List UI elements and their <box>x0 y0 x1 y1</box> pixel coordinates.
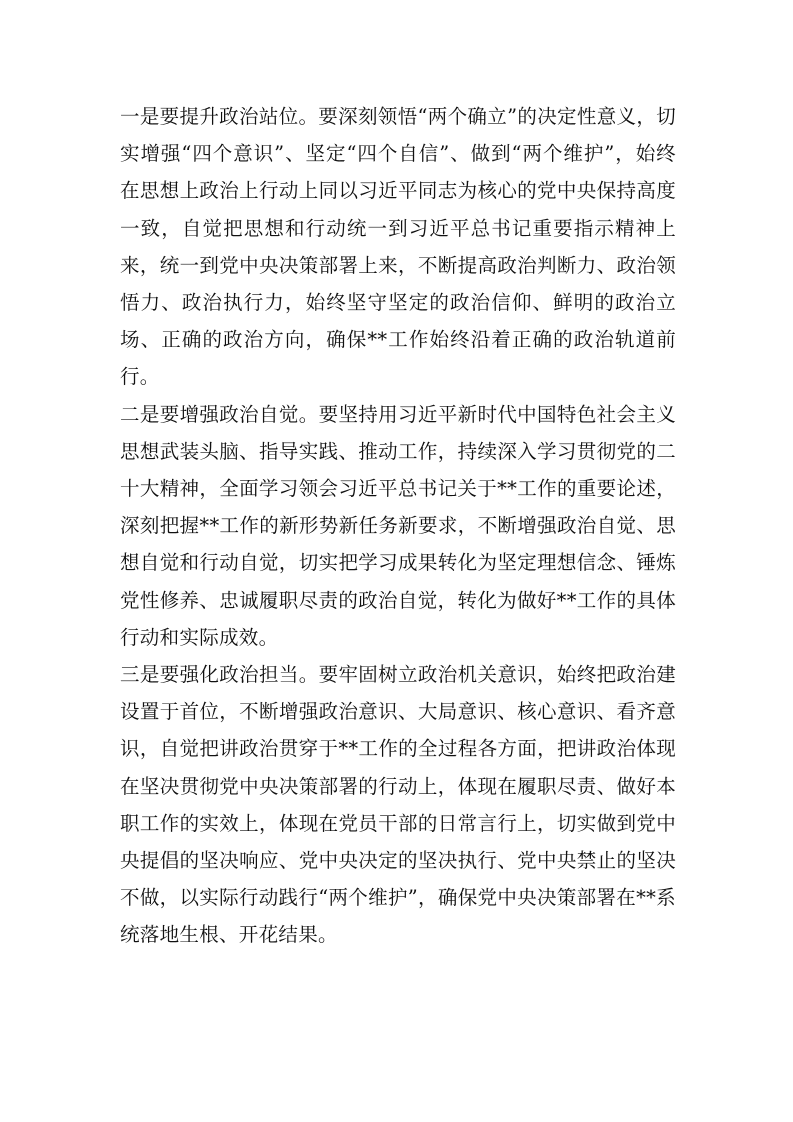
paragraph-political-responsibility: 三是要强化政治担当。要牢固树立政治机关意识，始终把政治建设置于首位，不断增强政治意识、大局意识、核心意识、看齐意识，自觉把讲政治贯穿于**工作的全过程各方面，把讲政治体现在坚决贯彻党中央决策部署的行动上，体现在履职尽责、做好本职工作的实效上，体现在党员干部的日常言行上，切实做到党中央提倡的坚决响应、党中央决定的坚决执行、党中央禁止的坚决不做，以实际行动践行“两个维护”，确保党中央决策部署在**系统落地生根、开花结果。 <box>120 663 676 947</box>
paragraph-political-stance: 一是要提升政治站位。要深刻领悟“两个确立”的决定性意义，切实增强“四个意识”、坚定“四个自信”、做到“两个维护”，始终在思想上政治上行动上同以习近平同志为核心的党中央保持高度一致，自觉把思想和行动统一到习近平总书记重要指示精神上来，统一到党中央决策部署上来，不断提高政治判断力、政治领悟力、政治执行力，始终坚守坚定的政治信仰、鲜明的政治立场、正确的政治方向，确保**工作始终沿着正确的政治轨道前行。 <box>120 105 676 389</box>
paragraph-political-consciousness: 二是要增强政治自觉。要坚持用习近平新时代中国特色社会主义思想武装头脑、指导实践、推动工作，持续深入学习贯彻党的二十大精神，全面学习领会习近平总书记关于**工作的重要论述，深刻把握**工作的新形势新任务新要求，不断增强政治自觉、思想自觉和行动自觉，切实把学习成果转化为坚定理想信念、锤炼党性修养、忠诚履职尽责的政治自觉，转化为做好**工作的具体行动和实际成效。 <box>120 402 676 649</box>
document-body <box>120 98 676 954</box>
